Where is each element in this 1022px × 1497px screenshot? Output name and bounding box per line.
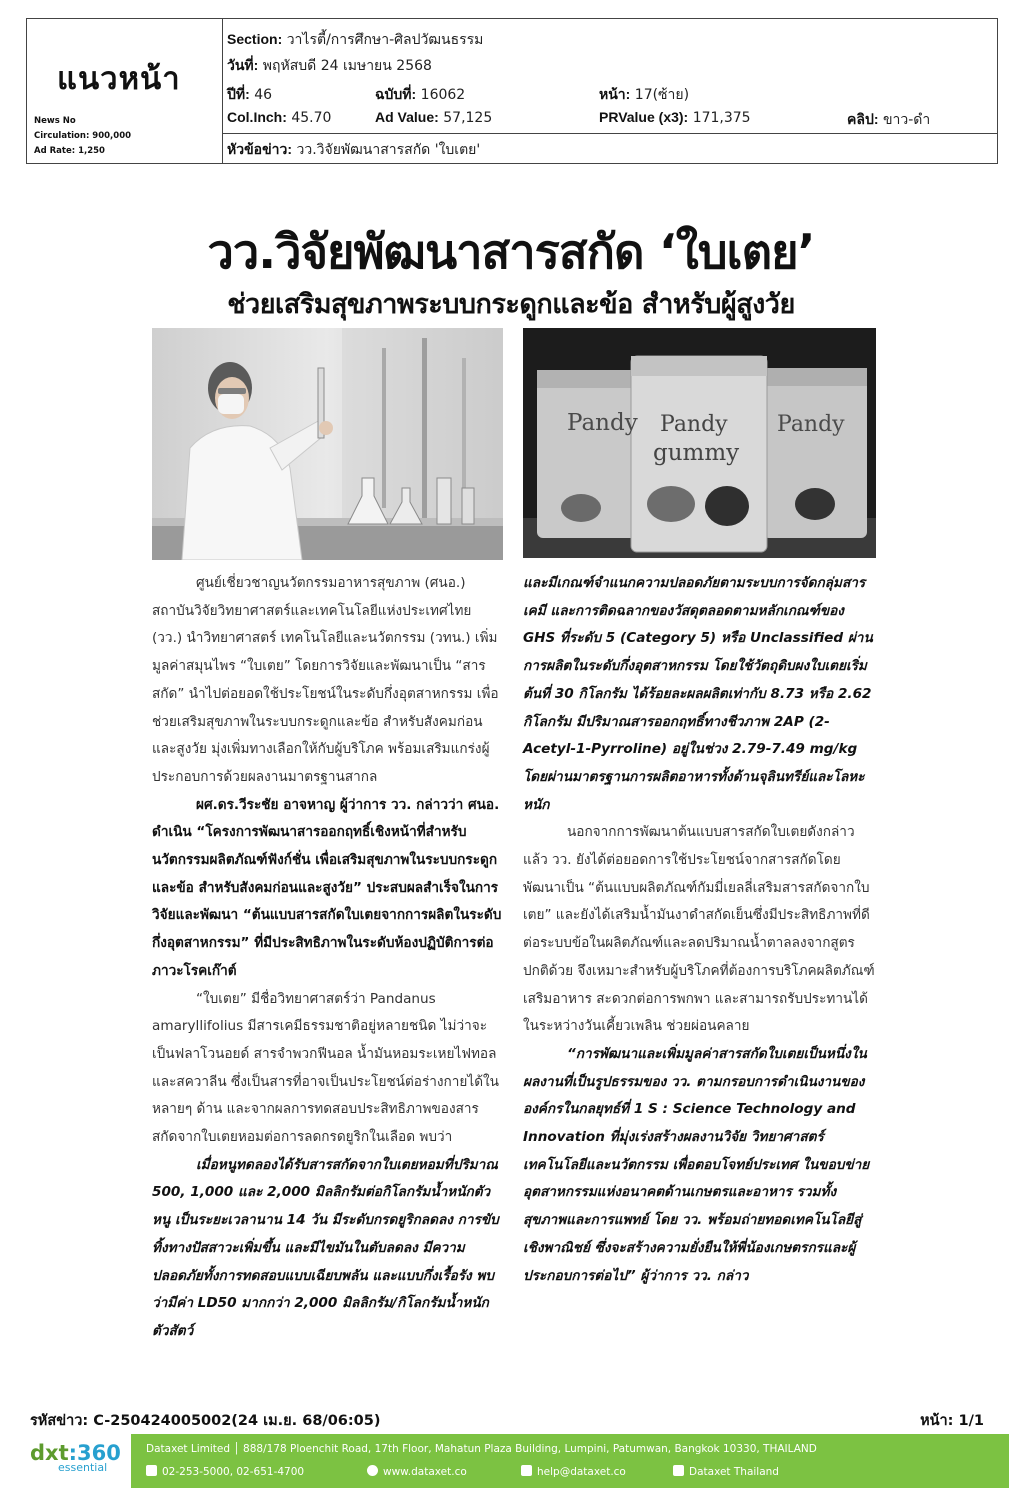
phone-icon xyxy=(146,1465,157,1476)
header-divider-horizontal xyxy=(222,133,998,134)
header-divider-vertical xyxy=(222,19,223,163)
company-address: Dataxet Limited │ 888/178 Ploenchit Road, 17th Floor, Mahatun Plaza Building, Lumpini, Patumwan, Bangkok 10330, THAILAND xyxy=(146,1443,817,1455)
clip-field: คลิป: ขาว-ดำ xyxy=(847,111,931,128)
paragraph: และมีเกณฑ์จำแนกความปลอดภัยตามระบบการจัดกลุ่มสารเคมี และการติดฉลากของวัสดุตลอดตามหลักเกณฑ์ของ GHS ที่ระดับ 5 (Category 5) หรือ Unclassified ผ่านการผลิตในระดับกึ่งอุตสาหกรรม โดยใช้วัตถุดิบผงใบเตยเริ่มต้นที่ 30 กิโลกรัม ได้ร้อยละผลผลิตเท่ากับ 8.73 หรือ 2.62 กิโลกรัม มีปริมาณสารออกฤทธิ์ทางชีวภาพ 2AP (2-Acetyl-1-Pyrroline) อยู่ในช่วง 2.79-7.49 mg/kg โดยผ่านมาตรฐานการผลิตอาหารทั้งด้านจุลินทรีย์และโลหะหนัก xyxy=(523,575,873,813)
article-right-column xyxy=(523,570,876,1290)
send-icon xyxy=(521,1465,532,1476)
paragraph: ศูนย์เชี่ยวชาญนวัตกรรมอาหารสุขภาพ (ศนอ.) สถาบันวิจัยวิทยาศาสตร์และเทคโนโลยีแห่งประเทศไทย (วว.) นำวิทยาศาสตร์ เทคโนโลยีและนวัตกรรม (วทน.) เพิ่มมูลค่าสมุนไพร “ใบเตย” โดยการวิจัยและพัฒนาเป็น “สารสกัด” นำไปต่อยอดใช้ประโยชน์ในระดับกึ่งอุตสาหกรรม เพื่อช่วยเสริมสุขภาพในระบบกระดูกและข้อ สำหรับสังคมก่อนและสูงวัย มุ่งเพิ่มทางเลือกให้กับผู้บริโภค พร้อมเสริมแกร่งผู้ประกอบการด้วยผลงานมาตรฐานสากล xyxy=(152,575,499,785)
pouch-label-brand: Pandy xyxy=(660,412,728,437)
phone-contact[interactable]: 02-253-5000, 02-651-4700 xyxy=(146,1465,304,1478)
paragraph: “ใบเตย” มีชื่อวิทยาศาสตร์ว่า Pandanus amaryllifolius มีสารเคมีธรรมชาติอยู่หลายชนิด ไม่ว่าจะเป็นฟลาโวนอยด์ สารจำพวกฟีนอล น้ำมันหอมระเหยไฟทอลและสควาลีน ซึ่งเป็นสารที่อาจเป็นประโยชน์ต่อร่างกายได้ในหลายๆ ด้าน และจากผลการทดสอบประสิทธิภาพของสารสกัดจากใบเตยหอมต่อการลดกรดยูริกในเลือด พบว่า xyxy=(152,990,499,1146)
col-inch-field: Col.Inch: 45.70 xyxy=(227,109,332,126)
page-indicator: หน้า: 1/1 xyxy=(920,1413,984,1429)
issue-field: ฉบับที่: 16062 xyxy=(375,86,466,103)
footer-contact-bar xyxy=(131,1434,1009,1488)
paragraph: เมื่อหนูทดลองได้รับสารสกัดจากใบเตยหอมที่ปริมาณ 500, 1,000 และ 2,000 มิลลิกรัมต่อกิโลกรัมน้ำหนักตัวหนู เป็นระยะเวลานาน 14 วัน มีระดับกรดยูริกลดลง การขับทิ้งทางปัสสาวะเพิ่มขึ้น และมีไขมันในตับลดลง มีความปลอดภัยทั้งการทดสอบแบบเฉียบพลัน และแบบกึ่งเรื้อรัง พบว่ามีค่า LD50 มากกว่า 2,000 มิลลิกรัม/กิโลกรัมน้ำหนักตัวสัตว์ xyxy=(152,1156,499,1339)
article-headline: วว.วิจัยพัฒนาสารสกัด ‘ใบเตย’ xyxy=(207,225,815,280)
lab-scientist-photo xyxy=(152,328,503,560)
email-link[interactable]: help@dataxet.co xyxy=(521,1465,626,1478)
ad-rate: Ad Rate: 1,250 xyxy=(34,146,105,156)
paragraph: “การพัฒนาและเพิ่มมูลค่าสารสกัดใบเตยเป็นหนึ่งในผลงานที่เป็นรูปธรรมของ วว. ตามกรอบการดำเนินงานขององค์กรในกลยุทธ์ที่ 1 S : Science Technology and Innovation ที่มุ่งเร่งสร้างผลงานวิจัย วิทยาศาสตร์ เทคโนโลยีและนวัตกรรม เพื่อตอบโจทย์ประเทศ ในขอบข่ายอุตสาหกรรมแห่งอนาคตด้านเกษตรและอาหาร รวมทั้งสุขภาพและการแพทย์ โดย วว. พร้อมถ่ายทอดเทคโนโลยีสู่เชิงพาณิชย์ ซึ่งจะสร้างความยั่งยืนให้พี่น้องเกษตรกรและผู้ประกอบการต่อไป” ผู้ว่าการ วว. กล่าว xyxy=(523,1045,870,1284)
date-field: วันที่: พฤหัสบดี 24 เมษายน 2568 xyxy=(227,57,432,74)
clipping-header xyxy=(26,18,998,164)
topic-field: หัวข้อข่าว: วว.วิจัยพัฒนาสารสกัด 'ใบเตย' xyxy=(227,141,481,158)
publication-name: แนวหน้า xyxy=(57,61,181,97)
pouch-label-product: gummy xyxy=(653,440,740,466)
paragraph: ผศ.ดร.วีระชัย อาจหาญ ผู้ว่าการ วว. กล่าวว่า ศนอ. ดำเนิน “โครงการพัฒนาสารออกฤทธิ์เชิงหน้าที่สำหรับนวัตกรรมผลิตภัณฑ์ฟังก์ชั่น เพื่อเสริมสุขภาพในระบบกระดูกและข้อ สำหรับสังคมก่อนและสูงวัย” ประสบผลสำเร็จในการวิจัยและพัฒนา “ต้นแบบสารสกัดใบเตยจากการผลิตในระดับกึ่งอุตสาหกรรม” ที่มีประสิทธิภาพในระดับห้องปฏิบัติการต่อภาวะโรคเก๊าต์ xyxy=(152,796,502,979)
ad-value-field: Ad Value: 57,125 xyxy=(375,109,493,126)
left-pouch-label: Pandy xyxy=(567,410,638,436)
year-field: ปีที่: 46 xyxy=(227,86,273,103)
globe-icon xyxy=(367,1465,378,1476)
pr-value-field: PRValue (x3): 171,375 xyxy=(599,109,751,126)
facebook-icon xyxy=(673,1465,684,1476)
website-link[interactable]: www.dataxet.co xyxy=(367,1465,467,1478)
news-code: รหัสข่าว: C-250424005002(24 เม.ย. 68/06:05) xyxy=(30,1413,381,1429)
article-left-column xyxy=(152,570,503,1346)
right-pouch-label: Pandy xyxy=(777,412,845,437)
circulation: Circulation: 900,000 xyxy=(34,131,132,141)
article-subheadline: ช่วยเสริมสุขภาพระบบกระดูกและข้อ สำหรับผู้สูงวัย xyxy=(227,289,795,320)
dxt360-logo: dxt:360 essential xyxy=(30,1441,121,1474)
page-field: หน้า: 17(ซ้าย) xyxy=(599,86,690,103)
paragraph: นอกจากการพัฒนาต้นแบบสารสกัดใบเตยดังกล่าวแล้ว วว. ยังได้ต่อยอดการใช้ประโยชน์จากสารสกัดโดยพัฒนาเป็น “ต้นแบบผลิตภัณฑ์กัมมี่เยลลี่เสริมสารสกัดจากใบเตย” และยังได้เสริมน้ำมันงาดำสกัดเย็นซึ่งมีประสิทธิภาพที่ดีต่อระบบข้อในผลิตภัณฑ์และลดปริมาณน้ำตาลลงจากสูตรปกติด้วย จึงเหมาะสำหรับผู้บริโภคที่ต้องการบริโภคผลิตภัณฑ์เสริมอาหาร สะดวกต่อการพกพา และสามารถรับประทานได้ในระหว่างวันเคี้ยวเพลิน ช่วยผ่อนคลาย xyxy=(523,824,875,1035)
pandy-gummy-product-photo xyxy=(523,328,876,558)
section-field: Section: วาไรตี้/การศึกษา-ศิลปวัฒนธรรม xyxy=(227,31,484,48)
news-no-label: News No xyxy=(34,116,76,126)
facebook-link[interactable]: Dataxet Thailand xyxy=(673,1465,779,1478)
